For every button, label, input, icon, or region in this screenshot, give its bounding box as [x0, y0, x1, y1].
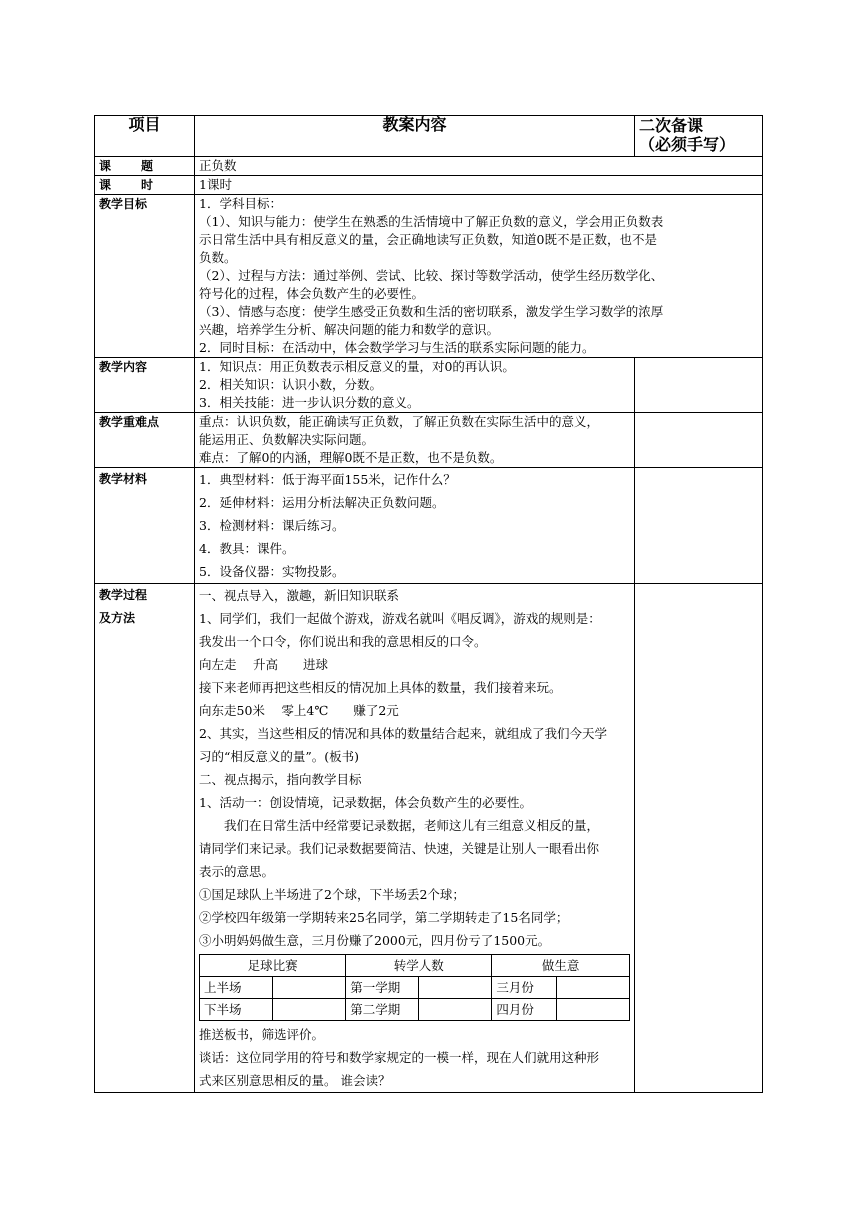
process-line: 谈话：这位同学用的符号和数学家规定的一模一样，现在人们就用这种形 — [199, 1050, 600, 1065]
label-key-points: 教学重难点 — [95, 413, 195, 468]
materials-line: 3．检测材料：课后练习。 — [199, 518, 345, 533]
record-cell-blank — [419, 999, 492, 1021]
label-period: 课 时 — [95, 176, 195, 195]
process-line: 1、同学们，我们一起做个游戏，游戏名就叫《唱反调》，游戏的规则是： — [199, 611, 601, 626]
process-line: 2、其实，当这些相反的情况和具体的数量结合起来，就组成了我们今天学 — [199, 726, 607, 741]
note-materials — [635, 468, 763, 584]
process-line: 习的“相反意义的量”。(板书) — [199, 749, 360, 764]
lesson-plan-table — [94, 115, 763, 1093]
row-goals — [95, 195, 763, 358]
content-line: 2．相关知识：认识小数，分数。 — [199, 377, 382, 392]
label-process — [95, 584, 195, 1093]
key-points-line: 能运用正、负数解决实际问题。 — [199, 432, 375, 447]
process-line: 一、视点导入，激趣，新旧知识联系 — [199, 588, 400, 603]
goals-line: 2．同时目标：在活动中，体会数学学习与生活的联系实际问题的能力。 — [199, 340, 595, 355]
goals-line: （3）、情感与态度：使学生感受正负数和生活的密切联系，激发学生学习数学的浓厚 — [199, 304, 664, 319]
record-cell-label: 第一学期 — [346, 977, 419, 999]
content-line: 3．相关技能：进一步认识分数的意义。 — [199, 395, 420, 410]
record-cell-blank — [419, 977, 492, 999]
goals-line: 兴趣，培养学生分析、解决问题的能力和数学的意识。 — [199, 322, 500, 337]
value-goals — [195, 195, 763, 358]
note-process — [635, 584, 763, 1093]
materials-line: 2．延伸材料：运用分析法解决正负数问题。 — [199, 495, 445, 510]
record-table-row — [200, 977, 630, 999]
record-cell-label: 四月份 — [492, 999, 557, 1021]
process-line: 我发出一个口令，你们说出和我的意思相反的口令。 — [199, 634, 487, 649]
label-topic: 课 题 — [95, 157, 195, 176]
process-line: 向东走50米 零上4℃ 赚了2元 — [199, 703, 399, 718]
record-table-row — [200, 999, 630, 1021]
record-header-business: 做生意 — [492, 955, 630, 977]
process-line: 式来区别意思相反的量。 谁会读？ — [199, 1073, 391, 1088]
record-header-transfer: 转学人数 — [346, 955, 492, 977]
record-header-football: 足球比赛 — [200, 955, 346, 977]
process-line: ③小明妈妈做生意，三月份赚了2000元，四月份亏了1500元。 — [199, 933, 551, 948]
key-points-line: 重点：认识负数，能正确读写正负数，了解正负数在实际生活中的意义， — [199, 414, 600, 429]
process-line: 向左走 升高 进球 — [199, 657, 328, 672]
label-content: 教学内容 — [95, 358, 195, 413]
process-line: ②学校四年级第一学期转来25名同学，第二学期转走了15名同学； — [199, 910, 569, 925]
record-cell-blank — [556, 999, 629, 1021]
goals-line: 示日常生活中具有相反意义的量，会正确地读写正负数，知道0既不是正数，也不是 — [199, 232, 657, 247]
row-content — [95, 358, 763, 413]
materials-line: 4．教具：课件。 — [199, 541, 295, 556]
process-para-line: 我们在日常生活中经常要记录数据，老师这儿有三组意义相反的量， — [224, 818, 600, 833]
process-line: 接下来老师再把这些相反的情况加上具体的数量，我们接着来玩。 — [199, 680, 562, 695]
record-cell-blank — [556, 977, 629, 999]
row-period — [95, 176, 763, 195]
record-cell-label: 上半场 — [200, 977, 273, 999]
record-cell-label: 三月份 — [492, 977, 557, 999]
header-row — [95, 116, 763, 157]
record-table — [199, 954, 630, 1021]
row-topic — [95, 157, 763, 176]
goals-line: 1．学科目标： — [199, 196, 282, 211]
value-key-points — [195, 413, 635, 468]
record-cell-blank — [273, 977, 346, 999]
process-line: 推送板书，筛选评价。 — [199, 1027, 325, 1042]
value-content — [195, 358, 635, 413]
process-line: 二、视点揭示，指向教学目标 — [199, 772, 362, 787]
note-key-points — [635, 413, 763, 468]
label-goals: 教学目标 — [95, 195, 195, 358]
materials-line: 5．设备仪器：实物投影。 — [199, 564, 345, 579]
header-second-prep — [635, 116, 763, 157]
process-para-line: 请同学们来记录。我们记录数据要简洁、快速，关键是让别人一眼看出你 — [199, 841, 600, 856]
key-points-line: 难点：了解0的内涵，理解0既不是正数，也不是负数。 — [199, 450, 503, 465]
record-cell-label: 下半场 — [200, 999, 273, 1021]
content-line: 1．知识点：用正负数表示相反意义的量，对0的再认识。 — [199, 359, 515, 374]
label-materials: 教学材料 — [95, 468, 195, 584]
process-line: ①国足球队上半场进了2个球，下半场丢2个球； — [199, 887, 465, 902]
note-content — [635, 358, 763, 413]
value-process — [195, 584, 635, 1093]
value-period: 1课时 — [195, 176, 763, 195]
row-key-points — [95, 413, 763, 468]
goals-line: 符号化的过程，体会负数产生的必要性。 — [199, 286, 425, 301]
goals-line: （2）、过程与方法：通过举例、尝试、比较、探讨等数学活动，使学生经历数学化、 — [199, 268, 664, 283]
process-label-line1: 教学过程 — [99, 588, 148, 602]
record-table-header — [200, 955, 630, 977]
row-materials — [95, 468, 763, 584]
header-note-line1: 二次备课 — [639, 116, 704, 135]
header-item: 项目 — [95, 116, 195, 157]
record-cell-label: 第二学期 — [346, 999, 419, 1021]
goals-line: 负数。 — [199, 250, 237, 265]
process-label-line2: 及方法 — [99, 611, 136, 625]
value-materials — [195, 468, 635, 584]
record-cell-blank — [273, 999, 346, 1021]
value-topic: 正负数 — [195, 157, 763, 176]
header-content: 教案内容 — [195, 116, 635, 157]
process-para-line: 表示的意思。 — [199, 864, 275, 879]
goals-line: （1）、知识与能力：使学生在熟悉的生活情境中了解正负数的意义，学会用正负数表 — [199, 214, 664, 229]
materials-line: 1．典型材料：低于海平面155米，记作什么？ — [199, 472, 456, 487]
row-process — [95, 584, 763, 1093]
process-line: 1、活动一：创设情境，记录数据，体会负数产生的必要性。 — [199, 795, 532, 810]
header-note-line2: （必须手写） — [639, 135, 736, 154]
